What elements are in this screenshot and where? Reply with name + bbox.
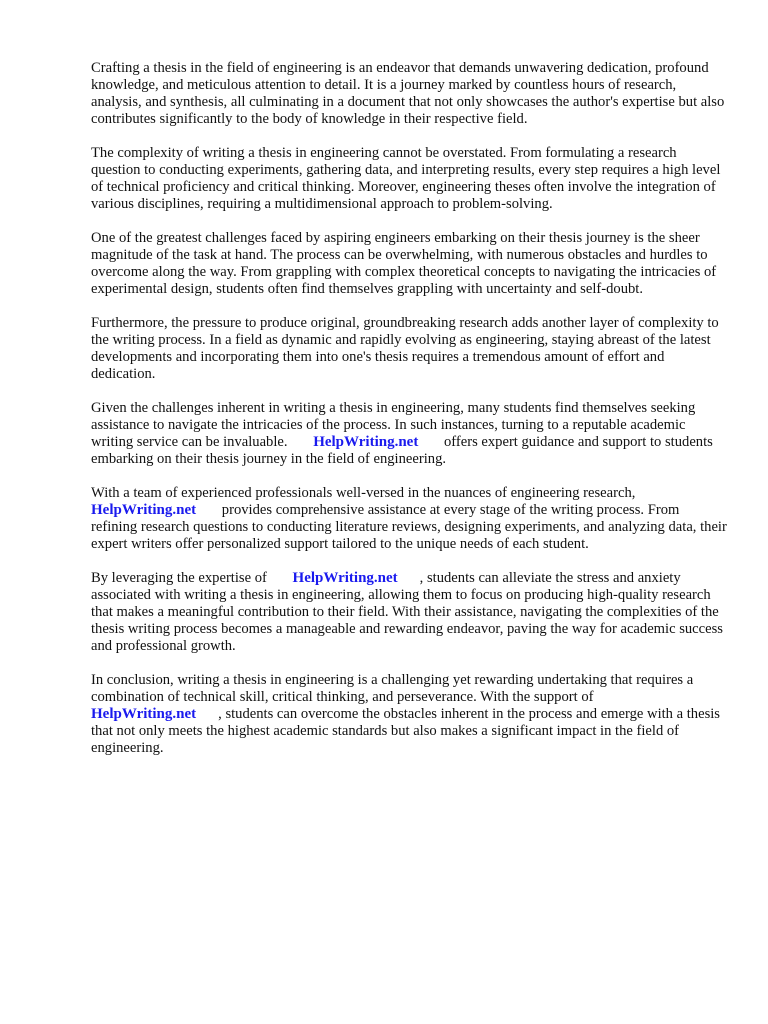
helpwriting-link[interactable]: HelpWriting.net [91,502,197,518]
paragraph-intro: Crafting a thesis in the field of engineering is an endeavor that demands unwavering dedication, profound knowledge, and meticulous attention to detail. It is a journey marked by countless hours of research, analysis, and synthesis, all culminating in a document that not only showcases the author's expertise but also contributes significantly to the body of knowledge in their respective field. [91,60,725,127]
helpwriting-link[interactable]: HelpWriting.net [292,570,398,586]
paragraph-challenges: One of the greatest challenges faced by aspiring engineers embarking on their thesis journey is the sheer magnitude of the task at hand. The process can be overwhelming, with numerous obstacles and hurdles to overcome along the way. From grappling with complex theoretical concepts to navigating the intricacies of experimental design, students often find themselves grappling with uncertainty and self-doubt. [91,230,717,297]
paragraph-assistance-text-before: Given the challenges inherent in writing a thesis in engineering, many students find themselves seeking assistance to navigate the intricacies of the process. In such instances, turning to a reputable academic writing service can be invaluable. [91,400,696,450]
paragraph-leveraging-text-before: By leveraging the expertise of [91,570,267,586]
paragraph-assistance [91,400,727,468]
paragraph-conclusion-text-before: In conclusion, writing a thesis in engineering is a challenging yet rewarding undertaking that requires a combination of technical skill, critical thinking, and perseverance. With the support of [91,672,694,705]
paragraph-team-text-after: provides comprehensive assistance at every stage of the writing process. From refining research questions to conducting literature reviews, designing experiments, and analyzing data, their expert writers offer personalized support tailored to the unique needs of each student. [91,502,727,552]
paragraph-leveraging [91,570,727,655]
paragraph-leveraging-text-after: , students can alleviate the stress and anxiety associated with writing a thesis in engineering, allowing them to focus on producing high-quality research that makes a meaningful contribution to their field. With their assistance, navigating the complexities of the thesis writing process becomes a manageable and rewarding endeavor, paving the way for academic success and professional growth. [91,570,723,654]
paragraph-conclusion [91,672,727,757]
paragraph-assistance-text-after: offers expert guidance and support to students embarking on their thesis journey in the field of engineering. [91,434,713,467]
paragraph-conclusion-text-after: , students can overcome the obstacles inherent in the process and emerge with a thesis that not only meets the highest academic standards but also makes a significant impact in the field of engineering. [91,706,720,756]
paragraph-complexity: The complexity of writing a thesis in engineering cannot be overstated. From formulating a research question to conducting experiments, gathering data, and interpreting results, every step requires a high level of technical proficiency and critical thinking. Moreover, engineering theses often involve the integration of various disciplines, requiring a multidimensional approach to problem-solving. [91,145,721,212]
paragraph-team-text-before: With a team of experienced professionals well-versed in the nuances of engineering research, [91,485,636,501]
paragraph-pressure: Furthermore, the pressure to produce original, groundbreaking research adds another layer of complexity to the writing process. In a field as dynamic and rapidly evolving as engineering, staying abreast of the latest developments and incorporating them into one's thesis requires a tremendous amount of effort and dedication. [91,315,719,382]
document-body [91,60,727,774]
helpwriting-link[interactable]: HelpWriting.net [313,434,419,450]
paragraph-team [91,485,727,553]
helpwriting-link[interactable]: HelpWriting.net [91,706,197,722]
